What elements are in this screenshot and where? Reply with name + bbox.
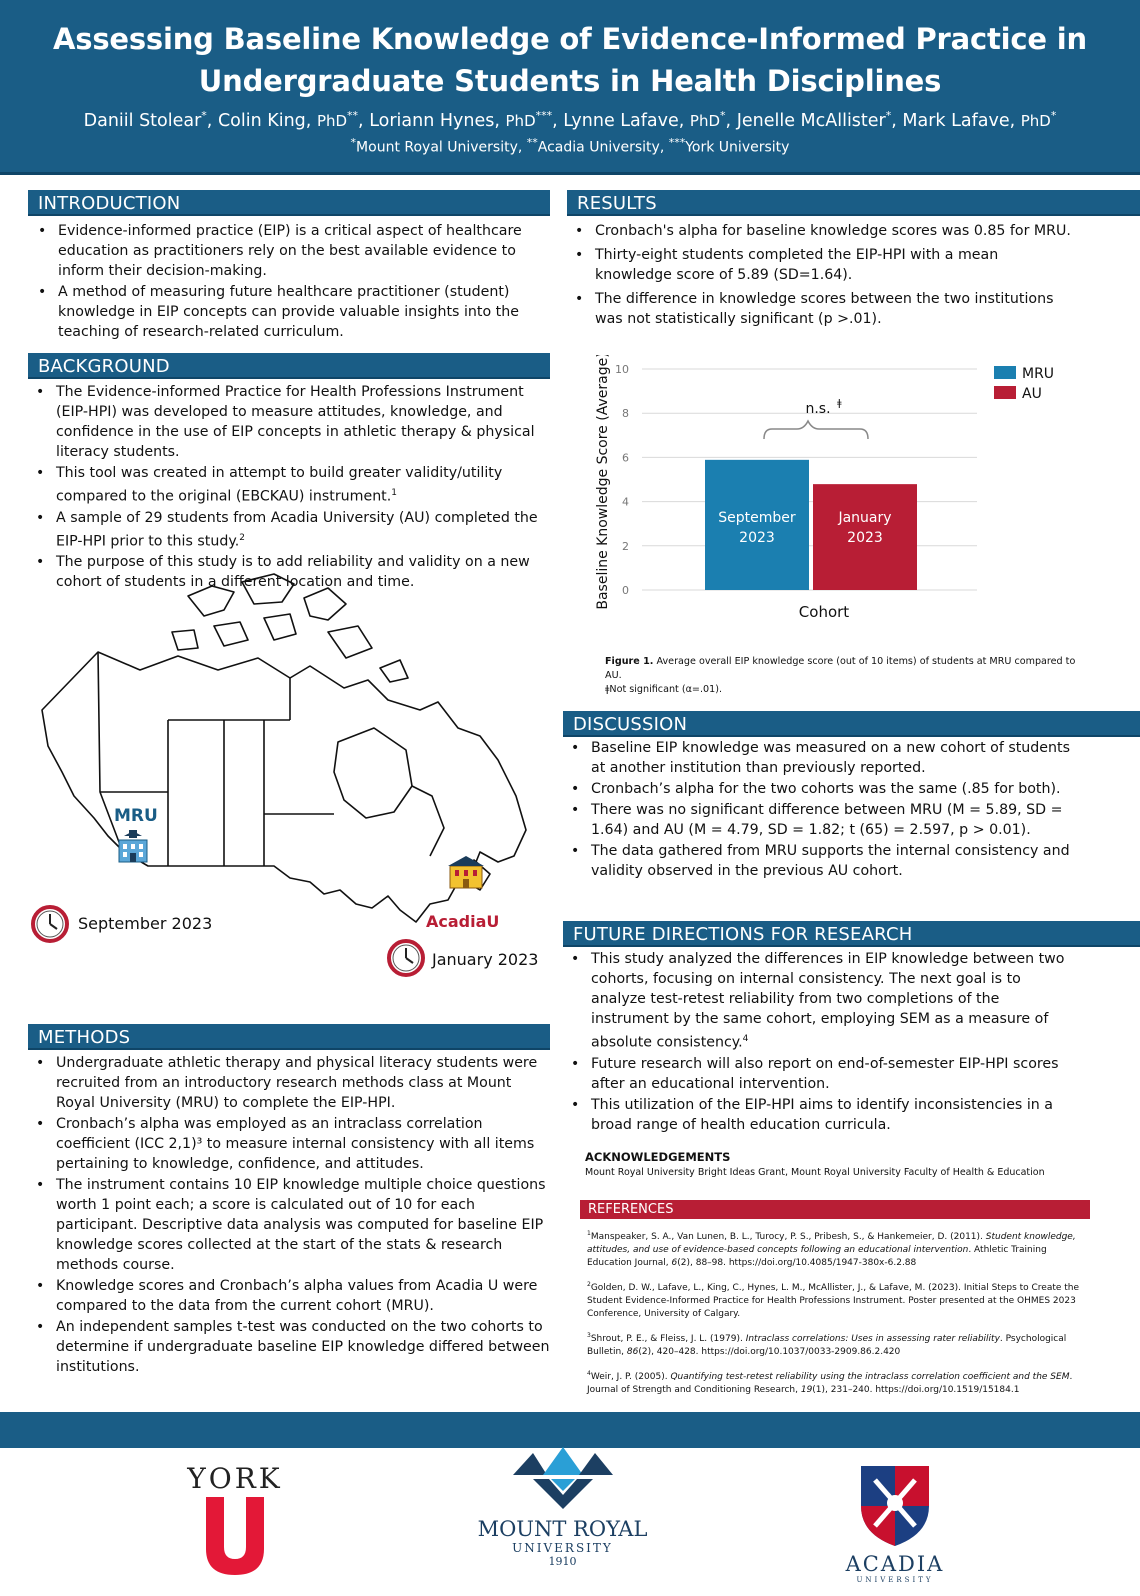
list-item: • The difference in knowledge scores between the two institutions was not statistically significant (p >.01). (567, 289, 1077, 329)
clock-icon (30, 904, 70, 944)
list-item: • The purpose of this study is to add reliability and validity on a new cohort of students in a different location and time. (28, 552, 550, 592)
list-item: • An independent samples t-test was conducted on the two cohorts to determine if undergraduate baseline EIP knowledge differed between institutions. (28, 1317, 550, 1377)
list-item: • This utilization of the EIP-HPI aims to identify inconsistencies in a broad range of health education curricula. (563, 1095, 1075, 1135)
y-tick-label: 4 (622, 495, 629, 509)
mru-map-label: MRU (114, 806, 158, 826)
acknowledgements-heading: ACKNOWLEDGEMENTS (585, 1150, 731, 1164)
acknowledgements-text: Mount Royal University Bright Ideas Grant, Mount Royal University Faculty of Health & Education (585, 1167, 1045, 1178)
bar-category-label: September (718, 510, 796, 526)
author: Daniil Stolear*, (83, 109, 213, 131)
poster-header (0, 0, 1140, 175)
legend-swatch-au (994, 386, 1016, 399)
y-tick-label: 0 (622, 584, 629, 597)
list-item: • Knowledge scores and Cronbach’s alpha values from Acadia U were compared to the data from the current cohort (MRU). (28, 1276, 550, 1316)
legend-label-mru: MRU (1022, 366, 1055, 382)
references-heading: REFERENCES (580, 1200, 1090, 1219)
reference-item: $^3$Shrout, P. E., & Fleiss, J. L. (1979). Intraclass correlations: Uses in assessing rater reliability. Psychological Bulletin, 86(2), 420–428. https://doi.org/10.1037/0033-2909.86.2.420 (587, 1332, 1067, 1357)
york-u-mark (204, 1497, 266, 1575)
figure-caption: Figure 1. Average overall EIP knowledge score (out of 10 items) of students at MRU compared to AU. ǂNot significant (α=.01). (605, 656, 1076, 695)
list-item: • This study analyzed the differences in EIP knowledge between two cohorts, focusing on internal consistency. The next goal is to analyze test-retest reliability from two completions of the instrument by the same cohort, employing SEM as a measure of absolute consistency.$^4$ (563, 949, 1075, 1053)
acadia-date-label: January 2023 (432, 950, 539, 969)
introduction-section (28, 190, 550, 343)
author: Mark Lafave, PhD* (902, 109, 1057, 131)
reference-item: $^1$Manspeaker, S. A., Van Lunen, B. L., Turocy, P. S., Pribesh, S., & Hankemeier, D. (2011). Student knowledge, attitudes, and use of evidence-based concepts following an educational intervention. Athletic Training Education Journal, 6(2), 88–98. https://doi.org/10.4085/1947-380x-6.2.88 (587, 1230, 1076, 1268)
list-item: • Cronbach’s alpha was employed as an intraclass correlation coefficient (ICC 2,1)³ to measure internal consistency with all items pertaining to knowledge, confidence, and attitudes. (28, 1114, 550, 1174)
background-heading: BACKGROUND (28, 353, 550, 379)
author-list (0, 109, 1140, 131)
discussion-heading: DISCUSSION (563, 711, 1140, 737)
list-item: • Cronbach’s alpha for the two cohorts was the same (.85 for both). (563, 779, 1075, 799)
list-item: • Undergraduate athletic therapy and physical literacy students were recruited from an introductory research methods class at Mount Royal University (MRU) to complete the EIP-HPI. (28, 1053, 550, 1113)
list-item: • This tool was created in attempt to build greater validity/utility compared to the original (EBCKAU) instrument.$^1$ (28, 463, 550, 507)
methods-heading: METHODS (28, 1024, 550, 1050)
introduction-heading: INTRODUCTION (28, 190, 550, 216)
bar-category-label: 2023 (739, 530, 775, 546)
canada-map-figure (28, 560, 548, 980)
bar-category-label: 2023 (847, 530, 883, 546)
background-section (28, 353, 550, 593)
affiliation-list: *Mount Royal University, **Acadia University, ***York University (350, 135, 790, 156)
chart-legend (994, 366, 1054, 402)
acadia-university-logo: ACADIA UNIVERSITY (840, 1462, 950, 1592)
acadia-shield-crest (857, 1462, 933, 1548)
mount-royal-university-logo: MOUNT ROYAL UNIVERSITY 1910 (470, 1445, 655, 1595)
y-axis-label: Baseline Knowledge Score (Average) (595, 355, 611, 610)
list-item: • Cronbach's alpha for baseline knowledge scores was 0.85 for MRU. (567, 221, 1077, 241)
mru-mountain-mark (503, 1445, 623, 1511)
significance-mark: ǂ (837, 398, 842, 409)
author: Loriann Hynes, PhD***, (369, 109, 558, 131)
list-item: • The instrument contains 10 EIP knowledge multiple choice questions worth 1 point each; a score is calculated out of 10 for each participant. Descriptive data analysis was computed for baseline EIP knowledge scores collected at the start of the stats & research methods course. (28, 1175, 550, 1275)
reference-item: $^2$Golden, D. W., Lafave, L., King, C., Hynes, L. M., McAllister, J., & Lafave, M. (2023). Initial Steps to Create the Student Evidence-Informed Practice for Health Professions Instrument. Poster presented at the OHMES 2023 Conference, University of Calgary. (587, 1281, 1080, 1319)
y-tick-label: 6 (622, 451, 629, 465)
list-item: • Evidence-informed practice (EIP) is a critical aspect of healthcare education as practitioners rely on the best available evidence to inform their decision-making. (30, 221, 550, 281)
author: Lynne Lafave, PhD*, (563, 109, 732, 131)
mru-date-label: September 2023 (78, 914, 213, 933)
acknowledgements-section (585, 1150, 1085, 1178)
reference-item: $^4$Weir, J. P. (2005). Quantifying test-retest reliability using the intraclass correlation coefficient and the SEM. Journal of Strength and Conditioning Research, 19(1), 231–240. https://doi.org/10.1519/15184.1 (587, 1370, 1073, 1395)
y-tick-label: 8 (622, 407, 629, 421)
list-item: • Baseline EIP knowledge was measured on a new cohort of students at another institution than previously reported. (563, 738, 1075, 778)
legend-swatch-mru (994, 366, 1016, 379)
clock-icon (386, 938, 426, 978)
x-axis-label: Cohort (798, 603, 850, 621)
y-tick-label: 2 (622, 539, 629, 553)
methods-section (28, 1024, 550, 1378)
references-section (580, 1200, 1090, 1397)
title-line-1: Assessing Baseline Knowledge of Evidence-Informed Practice in (53, 22, 1087, 56)
results-section (567, 190, 1140, 333)
discussion-section (563, 711, 1140, 882)
list-item: • Future research will also report on end-of-semester EIP-HPI scores after an educational intervention. (563, 1054, 1075, 1094)
results-heading: RESULTS (567, 190, 1140, 216)
list-item: • Thirty-eight students completed the EIP-HPI with a mean knowledge score of 5.89 (SD=1.64). (567, 245, 1077, 285)
legend-label-au: AU (1022, 386, 1042, 402)
list-item: • The data gathered from MRU supports the internal consistency and validity observed in the previous AU cohort. (563, 841, 1075, 881)
y-tick-labels (615, 363, 629, 597)
york-university-logo: YORK (180, 1462, 290, 1582)
list-item: • There was no significant difference between MRU (M = 5.89, SD = 1.64) and AU (M = 4.79, SD = 1.82; t (65) = 2.597, p > 0.01). (563, 800, 1075, 840)
significance-bracket (764, 421, 868, 439)
future-directions-section (563, 921, 1140, 1136)
poster-title (0, 0, 1140, 102)
author: Jenelle McAllister*, (736, 109, 897, 131)
university-building-icon (116, 828, 150, 864)
significance-annotation: n.s. (805, 401, 831, 417)
bar-chart (592, 355, 1082, 635)
bar-category-label: January (838, 510, 892, 526)
author: Colin King, PhD**, (217, 109, 364, 131)
chart-bars (705, 460, 917, 590)
list-item: • A method of measuring future healthcare practitioner (student) knowledge in EIP concepts can provide valuable insights into the teaching of research-related curriculum. (30, 282, 550, 342)
title-line-2: Undergraduate Students in Health Disciplines (198, 64, 942, 98)
list-item: • A sample of 29 students from Acadia University (AU) completed the EIP-HPI prior to this study.$^2$ (28, 508, 550, 552)
list-item: • The Evidence-informed Practice for Health Professions Instrument (EIP-HPI) was developed to measure attitudes, knowledge, and confidence in the use of EIP concepts in athletic therapy & physical literacy students. (28, 382, 550, 462)
university-building-icon (446, 852, 486, 892)
future-directions-heading: FUTURE DIRECTIONS FOR RESEARCH (563, 921, 1140, 947)
acadia-map-label: AcadiaU (426, 912, 500, 931)
chart-svg (592, 355, 1082, 635)
footer-band (0, 1412, 1140, 1448)
y-tick-label: 10 (615, 363, 629, 376)
